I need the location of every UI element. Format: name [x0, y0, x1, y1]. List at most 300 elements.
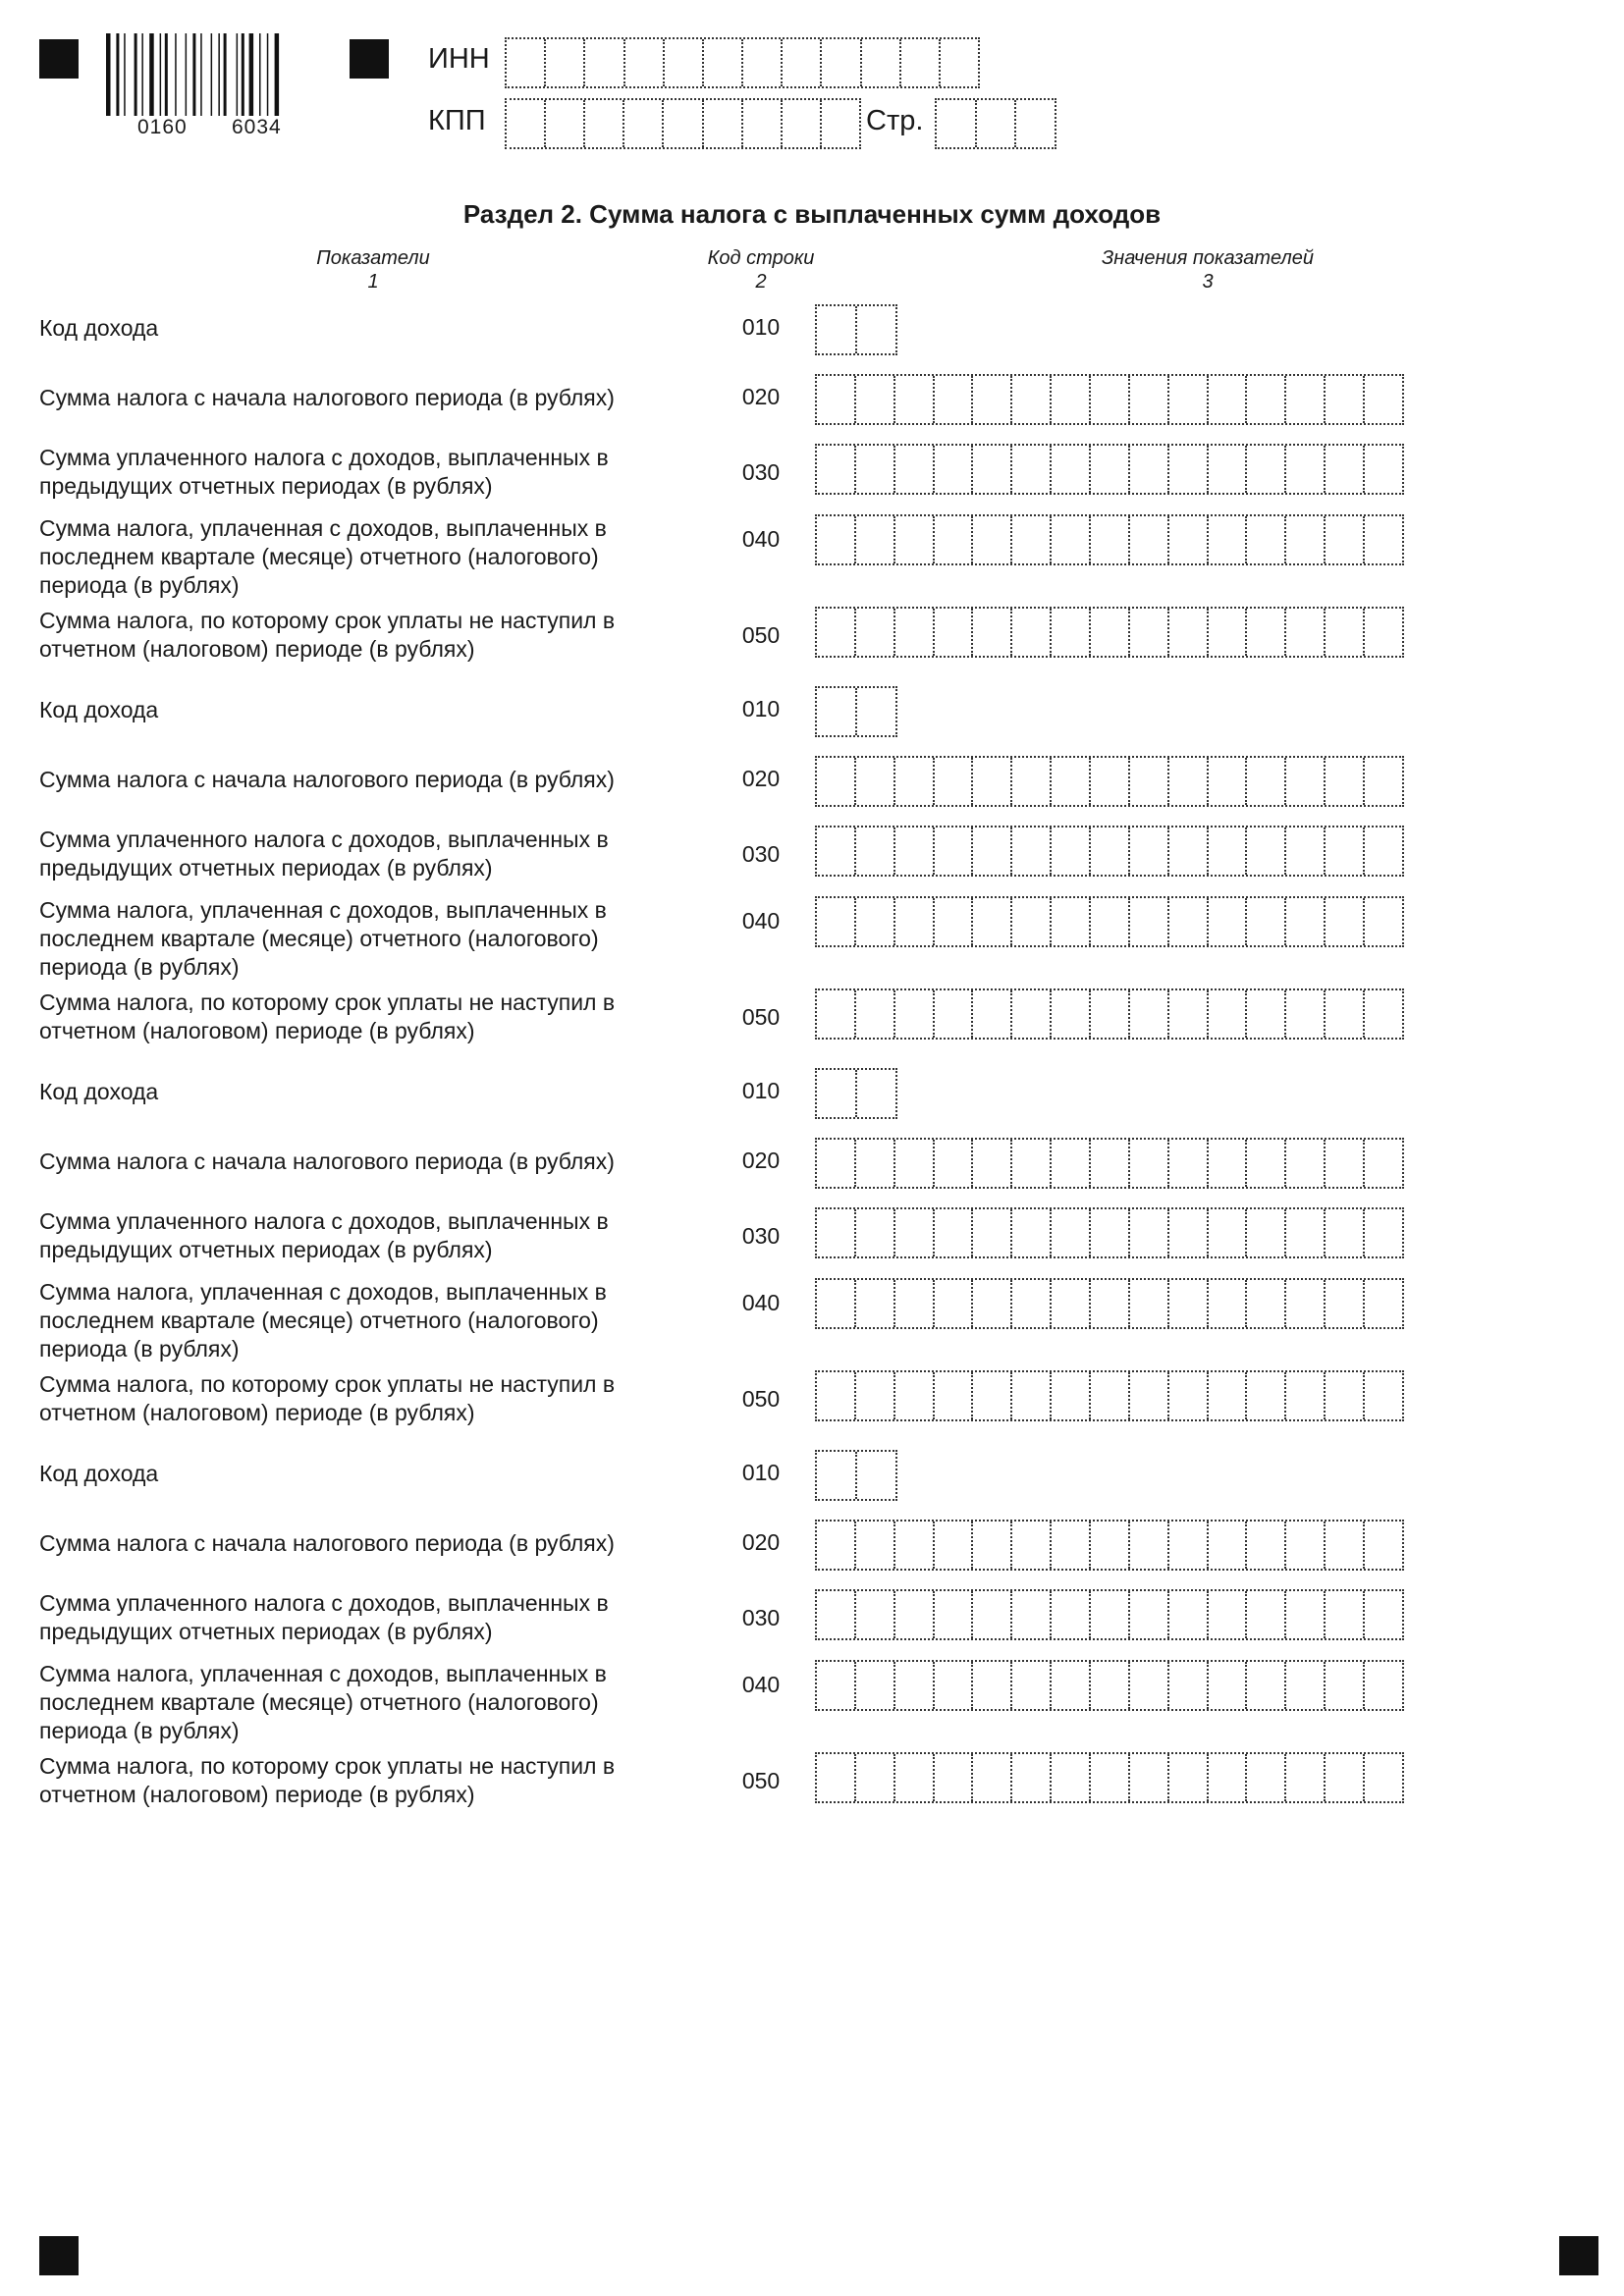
character-cell[interactable] — [1326, 828, 1365, 875]
character-cell[interactable] — [822, 100, 859, 147]
character-cell[interactable] — [1326, 516, 1365, 563]
character-cell[interactable] — [1247, 1522, 1286, 1569]
character-cell[interactable] — [1130, 1591, 1169, 1638]
character-cell[interactable] — [1286, 376, 1326, 423]
character-cell[interactable] — [1091, 898, 1130, 945]
character-cell[interactable] — [817, 758, 856, 805]
character-cell[interactable] — [1091, 1372, 1130, 1419]
character-cell[interactable] — [1326, 1140, 1365, 1187]
character-cell[interactable] — [1326, 1754, 1365, 1801]
character-cell[interactable] — [895, 1280, 935, 1327]
character-cell[interactable] — [1209, 990, 1248, 1038]
character-cell[interactable] — [895, 1522, 935, 1569]
character-cell[interactable] — [1286, 446, 1326, 493]
character-cell[interactable] — [1365, 376, 1402, 423]
character-cell[interactable] — [1052, 990, 1091, 1038]
character-cell[interactable] — [1169, 1372, 1209, 1419]
character-cell[interactable] — [935, 1372, 974, 1419]
character-cell[interactable] — [973, 1280, 1012, 1327]
character-cell[interactable] — [856, 1754, 895, 1801]
character-cell[interactable] — [817, 828, 856, 875]
character-cell[interactable] — [856, 1209, 895, 1256]
character-cell[interactable] — [935, 828, 974, 875]
character-cell[interactable] — [1052, 1522, 1091, 1569]
character-cell[interactable] — [1052, 758, 1091, 805]
character-cell[interactable] — [856, 1522, 895, 1569]
tax-amount-field[interactable] — [815, 514, 1404, 565]
character-cell[interactable] — [895, 446, 935, 493]
character-cell[interactable] — [1169, 1140, 1209, 1187]
tax-amount-field[interactable] — [815, 1520, 1404, 1571]
character-cell[interactable] — [1130, 1372, 1169, 1419]
kpp-field[interactable] — [505, 98, 861, 149]
character-cell[interactable] — [1326, 1209, 1365, 1256]
character-cell[interactable] — [857, 1452, 895, 1499]
character-cell[interactable] — [1286, 516, 1326, 563]
character-cell[interactable] — [856, 516, 895, 563]
character-cell[interactable] — [1169, 1662, 1209, 1709]
character-cell[interactable] — [1209, 446, 1248, 493]
character-cell[interactable] — [817, 376, 856, 423]
character-cell[interactable] — [1169, 609, 1209, 656]
character-cell[interactable] — [1247, 1209, 1286, 1256]
character-cell[interactable] — [817, 1070, 857, 1117]
character-cell[interactable] — [1091, 446, 1130, 493]
tax-amount-field[interactable] — [815, 896, 1404, 947]
character-cell[interactable] — [1052, 898, 1091, 945]
character-cell[interactable] — [1052, 828, 1091, 875]
character-cell[interactable] — [973, 516, 1012, 563]
character-cell[interactable] — [935, 446, 974, 493]
character-cell[interactable] — [664, 100, 703, 147]
character-cell[interactable] — [1247, 1140, 1286, 1187]
character-cell[interactable] — [1169, 1209, 1209, 1256]
character-cell[interactable] — [1247, 1372, 1286, 1419]
character-cell[interactable] — [856, 1140, 895, 1187]
character-cell[interactable] — [1052, 1591, 1091, 1638]
character-cell[interactable] — [1365, 898, 1402, 945]
character-cell[interactable] — [1247, 376, 1286, 423]
character-cell[interactable] — [1326, 1662, 1365, 1709]
character-cell[interactable] — [895, 376, 935, 423]
character-cell[interactable] — [665, 39, 704, 86]
character-cell[interactable] — [585, 39, 624, 86]
character-cell[interactable] — [1012, 609, 1052, 656]
character-cell[interactable] — [1365, 1209, 1402, 1256]
character-cell[interactable] — [817, 1280, 856, 1327]
character-cell[interactable] — [1016, 100, 1055, 147]
character-cell[interactable] — [973, 376, 1012, 423]
character-cell[interactable] — [817, 306, 857, 353]
character-cell[interactable] — [1130, 1522, 1169, 1569]
character-cell[interactable] — [1209, 1591, 1248, 1638]
character-cell[interactable] — [1012, 516, 1052, 563]
character-cell[interactable] — [856, 1372, 895, 1419]
character-cell[interactable] — [1091, 1591, 1130, 1638]
character-cell[interactable] — [1012, 758, 1052, 805]
character-cell[interactable] — [1286, 1754, 1326, 1801]
character-cell[interactable] — [1286, 1280, 1326, 1327]
character-cell[interactable] — [1052, 1280, 1091, 1327]
character-cell[interactable] — [1286, 828, 1326, 875]
character-cell[interactable] — [704, 100, 743, 147]
tax-amount-field[interactable] — [815, 826, 1404, 877]
character-cell[interactable] — [856, 1280, 895, 1327]
character-cell[interactable] — [895, 1140, 935, 1187]
character-cell[interactable] — [1169, 1280, 1209, 1327]
character-cell[interactable] — [856, 758, 895, 805]
character-cell[interactable] — [1326, 758, 1365, 805]
character-cell[interactable] — [1012, 446, 1052, 493]
character-cell[interactable] — [1091, 828, 1130, 875]
character-cell[interactable] — [1326, 1522, 1365, 1569]
character-cell[interactable] — [1169, 446, 1209, 493]
character-cell[interactable] — [1130, 516, 1169, 563]
character-cell[interactable] — [817, 1452, 857, 1499]
character-cell[interactable] — [817, 898, 856, 945]
character-cell[interactable] — [1326, 1280, 1365, 1327]
character-cell[interactable] — [817, 1754, 856, 1801]
character-cell[interactable] — [856, 1662, 895, 1709]
character-cell[interactable] — [1286, 758, 1326, 805]
character-cell[interactable] — [1130, 1140, 1169, 1187]
character-cell[interactable] — [937, 100, 977, 147]
barcode-bar — [249, 33, 254, 116]
character-cell[interactable] — [935, 898, 974, 945]
character-cell[interactable] — [935, 1140, 974, 1187]
character-cell[interactable] — [1365, 446, 1402, 493]
character-cell[interactable] — [1130, 828, 1169, 875]
tax-amount-field[interactable] — [815, 1207, 1404, 1258]
character-cell[interactable] — [1169, 1591, 1209, 1638]
character-cell[interactable] — [1012, 828, 1052, 875]
character-cell[interactable] — [817, 609, 856, 656]
character-cell[interactable] — [1091, 990, 1130, 1038]
character-cell[interactable] — [1012, 376, 1052, 423]
character-cell[interactable] — [1247, 609, 1286, 656]
tax-amount-field[interactable] — [815, 1589, 1404, 1640]
character-cell[interactable] — [856, 609, 895, 656]
character-cell[interactable] — [1365, 1591, 1402, 1638]
character-cell[interactable] — [1130, 1280, 1169, 1327]
character-cell[interactable] — [1365, 1662, 1402, 1709]
character-cell[interactable] — [1209, 609, 1248, 656]
character-cell[interactable] — [1286, 609, 1326, 656]
tax-amount-field[interactable] — [815, 756, 1404, 807]
character-cell[interactable] — [1209, 1140, 1248, 1187]
character-cell[interactable] — [1247, 1591, 1286, 1638]
character-cell[interactable] — [1012, 1209, 1052, 1256]
character-cell[interactable] — [1209, 1522, 1248, 1569]
character-cell[interactable] — [546, 100, 585, 147]
tax-amount-field[interactable] — [815, 1138, 1404, 1189]
character-cell[interactable] — [817, 446, 856, 493]
character-cell[interactable] — [1130, 1209, 1169, 1256]
character-cell[interactable] — [935, 1591, 974, 1638]
character-cell[interactable] — [1247, 516, 1286, 563]
character-cell[interactable] — [935, 758, 974, 805]
character-cell[interactable] — [1052, 446, 1091, 493]
character-cell[interactable] — [1052, 1754, 1091, 1801]
character-cell[interactable] — [822, 39, 861, 86]
character-cell[interactable] — [1169, 990, 1209, 1038]
character-cell[interactable] — [1326, 609, 1365, 656]
character-cell[interactable] — [935, 1662, 974, 1709]
character-cell[interactable] — [1247, 446, 1286, 493]
character-cell[interactable] — [895, 609, 935, 656]
character-cell[interactable] — [935, 1280, 974, 1327]
character-cell[interactable] — [1130, 990, 1169, 1038]
character-cell[interactable] — [856, 898, 895, 945]
character-cell[interactable] — [973, 446, 1012, 493]
character-cell[interactable] — [1365, 609, 1402, 656]
character-cell[interactable] — [1169, 1522, 1209, 1569]
character-cell[interactable] — [895, 1209, 935, 1256]
character-cell[interactable] — [1286, 1591, 1326, 1638]
character-cell[interactable] — [624, 100, 664, 147]
character-cell[interactable] — [1365, 828, 1402, 875]
inn-field[interactable] — [505, 37, 980, 88]
character-cell[interactable] — [1169, 828, 1209, 875]
character-cell[interactable] — [935, 376, 974, 423]
character-cell[interactable] — [856, 376, 895, 423]
character-cell[interactable] — [973, 758, 1012, 805]
character-cell[interactable] — [783, 39, 822, 86]
character-cell[interactable] — [1130, 758, 1169, 805]
character-cell[interactable] — [973, 1522, 1012, 1569]
character-cell[interactable] — [895, 1372, 935, 1419]
barcode-bar — [200, 33, 202, 116]
character-cell[interactable] — [1012, 1280, 1052, 1327]
tax-amount-field[interactable] — [815, 1752, 1404, 1803]
character-cell[interactable] — [1052, 1140, 1091, 1187]
character-cell[interactable] — [1247, 990, 1286, 1038]
tax-amount-field[interactable] — [815, 444, 1404, 495]
character-cell[interactable] — [1247, 828, 1286, 875]
tax-amount-field[interactable] — [815, 607, 1404, 658]
character-cell[interactable] — [1326, 898, 1365, 945]
character-cell[interactable] — [817, 1522, 856, 1569]
character-cell[interactable] — [856, 828, 895, 875]
character-cell[interactable] — [1209, 828, 1248, 875]
row-label: Сумма налога, по которому срок уплаты не наступил в отчетном (налоговом) периоде (в рублях) — [39, 1753, 616, 1807]
character-cell[interactable] — [1326, 1372, 1365, 1419]
character-cell[interactable] — [1130, 609, 1169, 656]
character-cell[interactable] — [973, 1209, 1012, 1256]
character-cell[interactable] — [1052, 1209, 1091, 1256]
character-cell[interactable] — [973, 828, 1012, 875]
character-cell[interactable] — [1326, 376, 1365, 423]
page-number-field[interactable] — [935, 98, 1056, 149]
character-cell[interactable] — [1286, 1209, 1326, 1256]
character-cell[interactable] — [1247, 1662, 1286, 1709]
character-cell[interactable] — [1286, 898, 1326, 945]
character-cell[interactable] — [935, 1522, 974, 1569]
character-cell[interactable] — [856, 1591, 895, 1638]
income-code-field[interactable] — [815, 686, 897, 737]
character-cell[interactable] — [973, 1591, 1012, 1638]
character-cell[interactable] — [1052, 376, 1091, 423]
character-cell[interactable] — [1052, 516, 1091, 563]
character-cell[interactable] — [935, 1754, 974, 1801]
character-cell[interactable] — [1247, 758, 1286, 805]
character-cell[interactable] — [1286, 1140, 1326, 1187]
character-cell[interactable] — [817, 1591, 856, 1638]
character-cell[interactable] — [817, 516, 856, 563]
character-cell[interactable] — [1209, 1662, 1248, 1709]
character-cell[interactable] — [973, 1140, 1012, 1187]
character-cell[interactable] — [1052, 609, 1091, 656]
character-cell[interactable] — [1012, 898, 1052, 945]
character-cell[interactable] — [856, 446, 895, 493]
character-cell[interactable] — [857, 688, 895, 735]
character-cell[interactable] — [973, 1662, 1012, 1709]
character-cell[interactable] — [817, 990, 856, 1038]
character-cell[interactable] — [1326, 1591, 1365, 1638]
character-cell[interactable] — [1169, 1754, 1209, 1801]
character-cell[interactable] — [1247, 1754, 1286, 1801]
character-cell[interactable] — [895, 1754, 935, 1801]
character-cell[interactable] — [1012, 1591, 1052, 1638]
character-cell[interactable] — [1012, 1140, 1052, 1187]
row-label: Сумма уплаченного налога с доходов, выплаченных в предыдущих отчетных периодах (в рублях) — [39, 445, 609, 499]
character-cell[interactable] — [1091, 758, 1130, 805]
character-cell[interactable] — [1365, 516, 1402, 563]
character-cell[interactable] — [857, 1070, 895, 1117]
character-cell[interactable] — [1286, 1662, 1326, 1709]
row-code: 050 — [741, 1768, 781, 1793]
character-cell[interactable] — [1209, 516, 1248, 563]
character-cell[interactable] — [895, 516, 935, 563]
character-cell[interactable] — [585, 100, 624, 147]
character-cell[interactable] — [817, 1140, 856, 1187]
character-cell[interactable] — [1209, 758, 1248, 805]
character-cell[interactable] — [1130, 376, 1169, 423]
character-cell[interactable] — [895, 898, 935, 945]
character-cell[interactable] — [1052, 1372, 1091, 1419]
character-cell[interactable] — [895, 758, 935, 805]
character-cell[interactable] — [973, 990, 1012, 1038]
character-cell[interactable] — [507, 100, 546, 147]
character-cell[interactable] — [1286, 1372, 1326, 1419]
character-cell[interactable] — [895, 828, 935, 875]
character-cell[interactable] — [1365, 1754, 1402, 1801]
income-code-field[interactable] — [815, 1450, 897, 1501]
character-cell[interactable] — [1091, 609, 1130, 656]
tax-amount-field[interactable] — [815, 1278, 1404, 1329]
character-cell[interactable] — [1169, 516, 1209, 563]
character-cell[interactable] — [901, 39, 941, 86]
character-cell[interactable] — [1012, 1754, 1052, 1801]
character-cell[interactable] — [973, 1372, 1012, 1419]
character-cell[interactable] — [1130, 446, 1169, 493]
character-cell[interactable] — [895, 990, 935, 1038]
character-cell[interactable] — [895, 1662, 935, 1709]
character-cell[interactable] — [743, 100, 783, 147]
character-cell[interactable] — [1130, 1662, 1169, 1709]
income-code-field[interactable] — [815, 1068, 897, 1119]
character-cell[interactable] — [1286, 1522, 1326, 1569]
character-cell[interactable] — [973, 1754, 1012, 1801]
character-cell[interactable] — [1365, 1280, 1402, 1327]
character-cell[interactable] — [977, 100, 1017, 147]
tax-amount-field[interactable] — [815, 1660, 1404, 1711]
character-cell[interactable] — [704, 39, 743, 86]
character-cell[interactable] — [783, 100, 822, 147]
character-cell[interactable] — [1365, 1372, 1402, 1419]
character-cell[interactable] — [1247, 898, 1286, 945]
character-cell[interactable] — [1365, 990, 1402, 1038]
tax-amount-field[interactable] — [815, 374, 1404, 425]
character-cell[interactable] — [941, 39, 978, 86]
character-cell[interactable] — [1091, 1662, 1130, 1709]
character-cell[interactable] — [1091, 1522, 1130, 1569]
character-cell[interactable] — [1209, 1754, 1248, 1801]
character-cell[interactable] — [1365, 1140, 1402, 1187]
character-cell[interactable] — [1247, 1280, 1286, 1327]
tax-amount-field[interactable] — [815, 988, 1404, 1040]
character-cell[interactable] — [1012, 1662, 1052, 1709]
character-cell[interactable] — [1091, 1754, 1130, 1801]
character-cell[interactable] — [1326, 446, 1365, 493]
character-cell[interactable] — [817, 1372, 856, 1419]
character-cell[interactable] — [1209, 376, 1248, 423]
character-cell[interactable] — [1130, 898, 1169, 945]
character-cell[interactable] — [1326, 990, 1365, 1038]
character-cell[interactable] — [856, 990, 895, 1038]
character-cell[interactable] — [935, 516, 974, 563]
character-cell[interactable] — [862, 39, 901, 86]
character-cell[interactable] — [1365, 758, 1402, 805]
income-code-field[interactable] — [815, 304, 897, 355]
character-cell[interactable] — [1091, 1140, 1130, 1187]
character-cell[interactable] — [935, 990, 974, 1038]
character-cell[interactable] — [507, 39, 546, 86]
character-cell[interactable] — [1209, 898, 1248, 945]
character-cell[interactable] — [625, 39, 665, 86]
character-cell[interactable] — [935, 609, 974, 656]
character-cell[interactable] — [973, 609, 1012, 656]
character-cell[interactable] — [1091, 1209, 1130, 1256]
character-cell[interactable] — [973, 898, 1012, 945]
character-cell[interactable] — [1209, 1372, 1248, 1419]
character-cell[interactable] — [1209, 1209, 1248, 1256]
character-cell[interactable] — [1169, 376, 1209, 423]
character-cell[interactable] — [546, 39, 585, 86]
character-cell[interactable] — [1365, 1522, 1402, 1569]
character-cell[interactable] — [1012, 990, 1052, 1038]
character-cell[interactable] — [1169, 898, 1209, 945]
character-cell[interactable] — [1091, 516, 1130, 563]
character-cell[interactable] — [817, 1662, 856, 1709]
character-cell[interactable] — [817, 1209, 856, 1256]
character-cell[interactable] — [1130, 1754, 1169, 1801]
character-cell[interactable] — [743, 39, 783, 86]
character-cell[interactable] — [1012, 1372, 1052, 1419]
character-cell[interactable] — [1052, 1662, 1091, 1709]
character-cell[interactable] — [817, 688, 857, 735]
character-cell[interactable] — [1091, 1280, 1130, 1327]
character-cell[interactable] — [935, 1209, 974, 1256]
character-cell[interactable] — [1286, 990, 1326, 1038]
character-cell[interactable] — [1012, 1522, 1052, 1569]
character-cell[interactable] — [1091, 376, 1130, 423]
character-cell[interactable] — [857, 306, 895, 353]
character-cell[interactable] — [895, 1591, 935, 1638]
character-cell[interactable] — [1169, 758, 1209, 805]
character-cell[interactable] — [1209, 1280, 1248, 1327]
tax-amount-field[interactable] — [815, 1370, 1404, 1421]
